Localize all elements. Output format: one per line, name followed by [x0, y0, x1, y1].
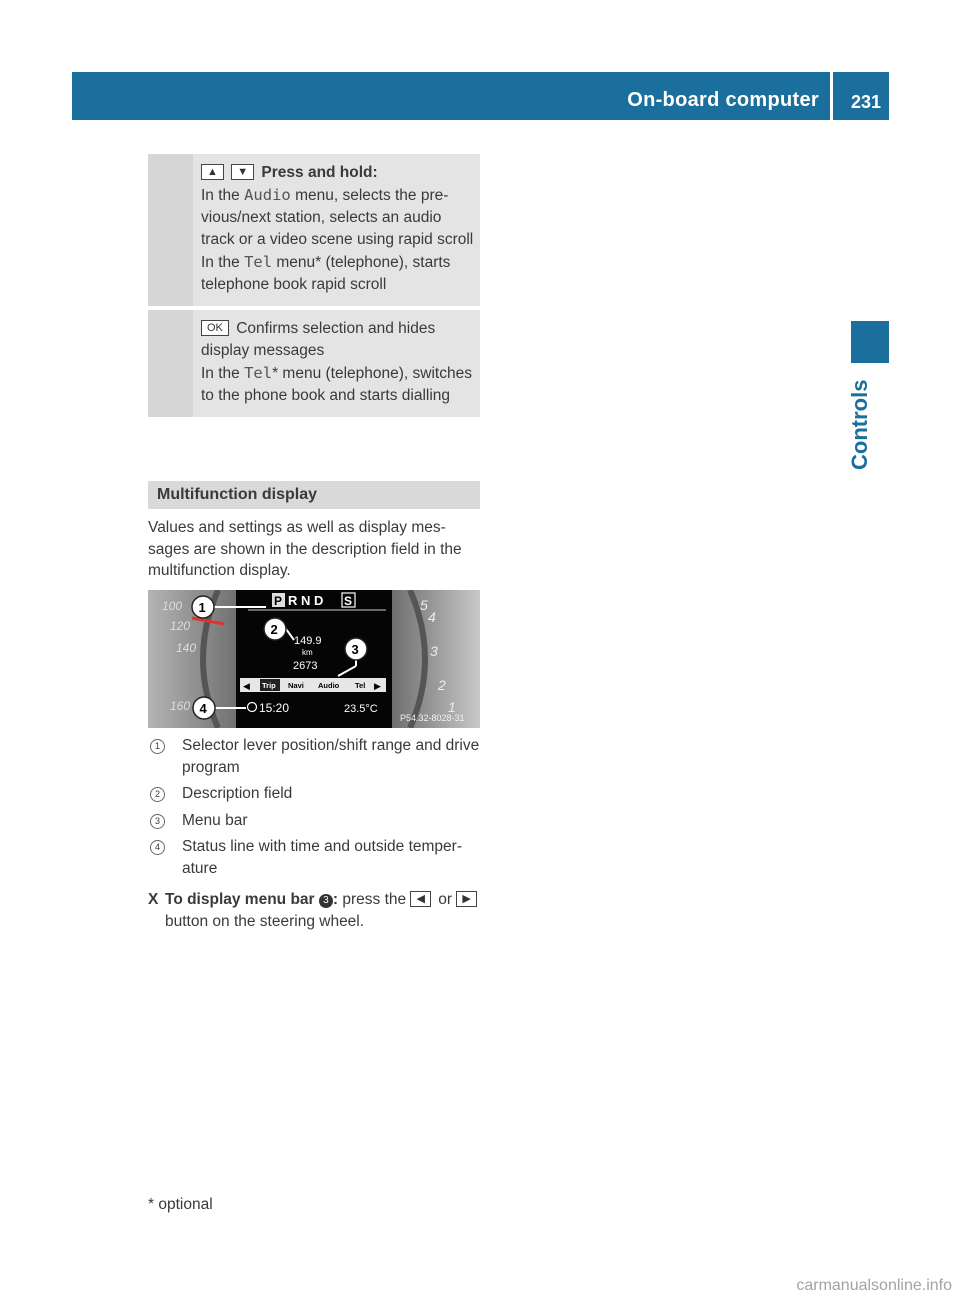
header-separator [830, 72, 833, 120]
gauge-tick-label: 5 [420, 597, 428, 613]
legend-text: Description field [182, 785, 293, 802]
down-key-icon: ▼ [231, 164, 254, 180]
button-function-table [148, 154, 480, 417]
ok-key-icon: OK [201, 320, 229, 336]
gauge-tick-label: 160 [170, 699, 191, 713]
gear-p: P [274, 594, 283, 608]
gear-rnd: R N D [288, 593, 324, 608]
row-heading: Press and hold: [261, 164, 378, 181]
legend-number: 2 [150, 787, 165, 802]
legend-number: 1 [150, 739, 165, 754]
gauge-tick-label: 100 [162, 599, 183, 613]
legend-number: 3 [150, 814, 165, 829]
menu-item: Tel [355, 681, 366, 690]
instruction-step [148, 889, 484, 932]
row-text: In the Tel menu* (telephone), starts telephone book rapid scroll [201, 253, 451, 293]
row-text: In the Tel* menu (telephone), switches to the phone book and starts dialling [201, 364, 472, 404]
menu-left-arrow-icon: ◀ [243, 681, 250, 691]
list-item [148, 836, 484, 879]
gauge-tick-label: 1 [448, 699, 456, 715]
gauge-tick-label: 3 [430, 643, 438, 659]
list-item [148, 810, 484, 832]
gauge-tick-label: 140 [176, 641, 197, 655]
side-tab-label: Controls [847, 379, 872, 470]
gauge-tick-label: 4 [428, 609, 436, 625]
page-header [72, 72, 889, 120]
section-intro: Values and settings as well as display mes-sages are shown in the description field in the multifunction display. [148, 519, 462, 579]
table-row [148, 310, 480, 417]
row-text: OK Confirms selection and hides display messages [201, 320, 436, 359]
gauge-tick-label: 2 [438, 677, 446, 693]
section-heading: Multifunction display [148, 481, 480, 509]
list-item [148, 735, 484, 778]
footnote: * optional [148, 1196, 213, 1213]
cluster-illustration [148, 590, 480, 728]
description-value: 149.9 [294, 635, 322, 647]
legend-text: Selector lever position/shift range and drive program [182, 737, 480, 776]
table-key-cell [148, 310, 193, 417]
callout-number: 3 [351, 642, 359, 657]
right-gauge [392, 590, 480, 728]
gauge-tick-label: 120 [170, 619, 191, 633]
legend-text: Status line with time and outside temper-ature [182, 838, 462, 877]
callout-number: 4 [199, 701, 207, 716]
gear-s: S [344, 594, 353, 608]
menu-right-arrow-icon: ▶ [374, 681, 381, 691]
table-desc-cell [193, 310, 480, 417]
callout-ref: 3 [319, 894, 333, 908]
figure-legend [148, 735, 484, 932]
callout-number: 2 [270, 622, 278, 637]
menu-item: Audio [318, 681, 340, 690]
multifunction-display-figure [148, 590, 480, 728]
page-number: 231 [850, 92, 881, 112]
table-key-cell [148, 154, 193, 306]
status-time: 15:20 [259, 701, 290, 715]
menu-item: Trip [262, 681, 276, 690]
list-item [148, 783, 484, 805]
description-value: 2673 [293, 660, 318, 672]
status-temperature: 23.5°C [344, 703, 378, 715]
legend-text: Menu bar [182, 811, 248, 829]
instruction-text: To display menu bar 3 : press the ◀ or ▶ button on the steering wheel. [165, 889, 484, 932]
header-title: On-board computer [627, 89, 819, 111]
description-unit: km [302, 648, 313, 657]
right-key-icon: ▶ [456, 891, 476, 907]
legend-number: 4 [150, 840, 165, 855]
menu-item: Navi [288, 681, 304, 690]
callout-number: 1 [198, 600, 206, 615]
watermark: carmanualsonline.info [796, 1277, 952, 1294]
figure-reference: P54.32-8028-31 [400, 713, 465, 723]
table-row [148, 154, 480, 306]
step-arrow-icon: X [148, 891, 159, 908]
table-desc-cell [193, 154, 480, 306]
row-text: In the Audio menu, selects the pre-vious/next station, selects an audio track or a video scene using rapid scroll [201, 186, 474, 248]
up-key-icon: ▲ [201, 164, 224, 180]
left-key-icon: ◀ [410, 891, 430, 907]
